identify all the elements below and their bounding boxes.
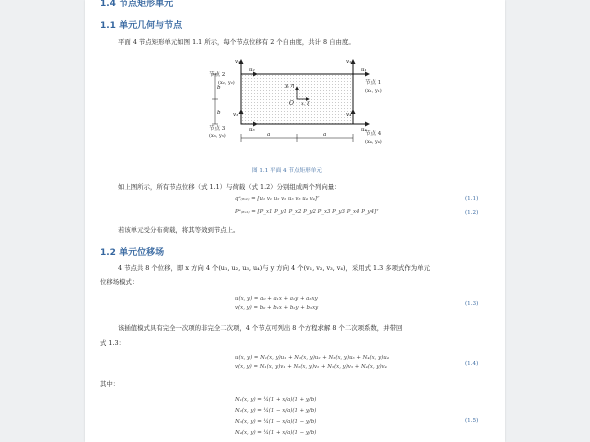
v1-label: v₁ (346, 59, 352, 65)
equation-1-3-v: v(x, y) = b₀ + b₁x + b₂y + b₃xy (235, 305, 319, 311)
paragraph-distributed-load: 若该单元受分布荷载，将其等效到节点上。 (118, 226, 240, 234)
u4-label: u₄ (361, 127, 367, 133)
equation-number-1-1: (1.1) (465, 196, 479, 202)
dimension-a-left: a (267, 132, 271, 138)
axis-x-xi-label: x, ξ (301, 101, 310, 107)
equation-number-1-4: (1.4) (465, 361, 479, 367)
equation-1-3-u: u(x, y) = a₀ + a₁x + a₂y + a₃xy (235, 296, 318, 302)
equation-number-1-5: (1.5) (465, 418, 479, 424)
axis-y-eta-label: y, η (285, 83, 295, 89)
equation-1-1: qᵉ₍₈ₓ₁₎ = [u₁ v₁ u₂ v₂ u₃ v₃ u₄ v₄]ᵀ (235, 196, 320, 202)
dimension-b-top: b (217, 85, 221, 91)
element-figure (205, 56, 405, 156)
equation-1-4-u: u(x, y) = N₁(x, y)u₁ + N₂(x, y)u₂ + N₃(x, y)u₃ + N₄(x, y)u₄ (235, 355, 389, 361)
equation-1-2: Pᵉ₍₈ₓ₁₎ = [P_x1 P_y1 P_x2 P_y2 P_x3 P_y3 P_x4 P_y4]ᵀ (235, 209, 379, 215)
u3-label: u₃ (249, 127, 255, 133)
paragraph-where: 其中： (100, 380, 120, 388)
node1-label: 节点 1 (365, 80, 382, 86)
dimension-a-right: a (323, 132, 327, 138)
paragraph-interpolation-line2: 式 1.3： (100, 339, 125, 347)
equation-number-1-2: (1.2) (465, 210, 479, 216)
section-heading-displacement: 1.2 单元位移场 (100, 248, 165, 258)
paragraph-interpolation-line1: 该插值模式具有完全一次项的非完全二次项，4 个节点可列出 8 个方程求解 8 个二次项系数，并带回 (118, 324, 403, 332)
equation-1-5-n2: N₂(x, y) = ¼(1 − x/a)(1 + y/b) (235, 408, 317, 414)
node3-label: 节点 3 (209, 126, 226, 132)
node2-label: 节点 2 (209, 72, 226, 78)
equation-1-4-v: v(x, y) = N₁(x, y)v₁ + N₂(x, y)v₂ + N₃(x, y)v₃ + N₄(x, y)v₄ (235, 364, 387, 370)
node4-label: 节点 4 (365, 131, 382, 137)
node2-coord: (x₂, y₂) (218, 80, 235, 86)
node1-coord: (x₁, y₁) (365, 88, 382, 94)
u1-label: u₁ (361, 67, 367, 73)
equation-1-5-n3: N₃(x, y) = ¼(1 − x/a)(1 − y/b) (235, 419, 317, 425)
u2-label: u₂ (249, 67, 255, 73)
figure-caption: 图 1.1 平面 4 节点矩形单元 (252, 168, 322, 174)
paragraph-intro: 平面 4 节点矩形单元如图 1.1 所示，每个节点位移有 2 个自由度，共计 8 自由度。 (118, 38, 355, 46)
equation-1-5-n1: N₁(x, y) = ¼(1 + x/a)(1 + y/b) (235, 397, 317, 403)
page-title: 1.4 节点矩形单元 (100, 0, 174, 9)
v4-label: v₄ (346, 112, 352, 118)
paragraph-displacement-line1: 4 节点共 8 个位移，即 x 方向 4 个(u₁, u₂, u₃, u₄)与 y 方向 4 个(v₁, v₂, v₃, v₄)，采用式 1.3 多项式作为单元 (118, 264, 430, 272)
paragraph-displacement-line2: 位移场模式： (100, 278, 139, 286)
origin-label: O (289, 100, 294, 107)
paragraph-vectors: 如上图所示，所有节点位移（式 1.1）与荷载（式 1.2）分别组成两个列向量： (118, 183, 341, 191)
v2-label: v₂ (235, 59, 241, 65)
dimension-b-bottom: b (217, 110, 221, 116)
node4-coord: (x₄, y₄) (365, 139, 382, 145)
equation-number-1-3: (1.3) (465, 301, 479, 307)
section-heading-geometry: 1.1 单元几何与节点 (100, 21, 183, 31)
equation-1-5-n4: N₄(x, y) = ¼(1 + x/a)(1 − y/b) (235, 430, 317, 436)
v3-label: v₃ (233, 112, 239, 118)
node3-coord: (x₃, y₃) (209, 133, 226, 139)
document-page (85, 0, 505, 442)
